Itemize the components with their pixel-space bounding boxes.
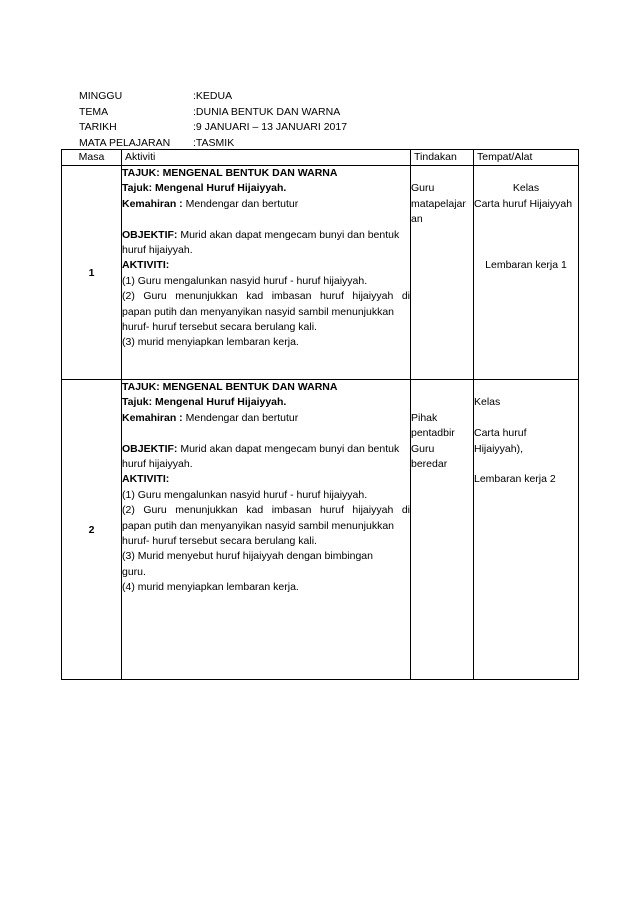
aktiviti-cell <box>122 166 411 380</box>
objektif-text: Murid akan dapat mengecam bunyi dan bentuk <box>177 442 400 455</box>
col-header-aktiviti: Aktiviti <box>122 150 411 166</box>
masa-cell: 2 <box>62 380 122 680</box>
blank-line <box>474 228 578 243</box>
tempat-cell <box>474 380 579 680</box>
tindakan-line: matapelajar <box>411 197 466 210</box>
aktiviti-step: (2) Guru menunjukkan kad imbasan huruf hijaiyyah di <box>122 504 410 517</box>
objektif-line-2: huruf hijaiyyah. <box>122 458 193 471</box>
kemahiran-label: Kemahiran : <box>122 197 183 210</box>
blank-line <box>474 166 578 181</box>
minggu-value: :KEDUA <box>193 90 233 102</box>
aktiviti-step: huruf- huruf tersebut secara berulang kali. <box>122 535 317 548</box>
blank-line <box>474 212 578 227</box>
tindakan-line: an <box>411 213 423 226</box>
tempat-line: Hijaiyyah), <box>474 442 524 455</box>
aktiviti-step: papan putih dan menyanyikan nasyid sambil menunjukkan <box>122 305 395 318</box>
lesson-header <box>79 89 499 151</box>
tempat-line: Carta huruf <box>474 427 527 440</box>
tindakan-line: Pihak <box>411 411 438 424</box>
tempat-line: Kelas <box>474 396 501 409</box>
mata-pelajaran-label: MATA PELAJARAN <box>79 136 171 149</box>
objektif-text: Murid akan dapat mengecam bunyi dan bentuk <box>177 228 400 241</box>
masa-cell: 1 <box>62 166 122 380</box>
header-row-tarikh <box>79 120 499 136</box>
tempat-line: Kelas <box>512 182 540 195</box>
tindakan-cell <box>411 166 474 380</box>
tema-label: TEMA <box>79 105 109 118</box>
aktiviti-step: (3) Murid menyebut huruf hijaiyyah dengan bimbingan <box>122 550 373 563</box>
aktiviti-step: (1) Guru mengalunkan nasyid huruf - huruf hijaiyyah. <box>122 488 368 501</box>
blank-line <box>411 166 473 181</box>
aktiviti-label: AKTIVITI: <box>122 259 170 272</box>
objektif-line-2: huruf hijaiyyah. <box>122 244 193 257</box>
table-row <box>62 166 579 380</box>
aktiviti-step: huruf- huruf tersebut secara berulang kali. <box>122 321 317 334</box>
tempat-cell <box>474 166 579 380</box>
header-row-minggu <box>79 89 499 105</box>
aktiviti-step: (4) murid menyiapkan lembaran kerja. <box>122 581 299 594</box>
mata-pelajaran-value: :TASMIK <box>193 136 235 149</box>
tindakan-line: Guru <box>411 442 435 455</box>
kemahiran-line <box>122 197 410 212</box>
aktiviti-step: (2) Guru menunjukkan kad imbasan huruf hijaiyyah di <box>122 290 410 303</box>
lesson-plan-table <box>61 149 579 680</box>
col-header-tempat: Tempat/Alat <box>474 150 579 166</box>
blank-line <box>474 243 578 258</box>
kemahiran-label: Kemahiran : <box>122 411 183 424</box>
tajuk-sub: Tajuk: Mengenal Huruf Hijaiyyah. <box>122 182 287 195</box>
aktiviti-cell <box>122 380 411 680</box>
blank-line <box>474 457 578 472</box>
aktiviti-step: (3) murid menyiapkan lembaran kerja. <box>122 336 299 349</box>
table-header-row <box>62 150 579 166</box>
kemahiran-value: Mendengar dan bertutur <box>182 197 299 210</box>
aktiviti-label: AKTIVITI: <box>122 473 170 486</box>
tempat-line: Lembaran kerja 2 <box>474 473 556 486</box>
kemahiran-line <box>122 411 410 426</box>
col-header-tindakan: Tindakan <box>411 150 474 166</box>
tindakan-line: beredar <box>411 458 448 470</box>
tindakan-cell <box>411 380 474 680</box>
objektif-label: OBJEKTIF: <box>122 442 178 455</box>
blank-line <box>474 380 578 395</box>
tempat-line: Carta huruf Hijaiyyah <box>474 197 573 210</box>
kemahiran-value: Mendengar dan bertutur <box>182 411 299 424</box>
blank-line <box>411 380 473 395</box>
blank-line <box>122 426 410 441</box>
tarikh-label: TARIKH <box>79 121 117 133</box>
table-row <box>62 380 579 680</box>
minggu-label: MINGGU <box>79 90 123 102</box>
aktiviti-step: papan putih dan menyanyikan nasyid sambil menunjukkan <box>122 519 395 532</box>
objektif-label: OBJEKTIF: <box>122 228 178 241</box>
tajuk-sub: Tajuk: Mengenal Huruf Hijaiyyah. <box>122 396 287 409</box>
tindakan-line: pentadbir <box>411 427 455 440</box>
tempat-line: Lembaran kerja 1 <box>485 259 567 272</box>
tema-value: :DUNIA BENTUK DAN WARNA <box>193 105 341 118</box>
blank-line <box>411 395 473 410</box>
tarikh-value: :9 JANUARI – 13 JANUARI 2017 <box>193 121 348 133</box>
col-header-masa: Masa <box>62 150 122 166</box>
tajuk-main: TAJUK: MENGENAL BENTUK DAN WARNA <box>122 167 338 179</box>
objektif-line <box>122 228 410 243</box>
blank-line <box>122 212 410 227</box>
tajuk-main: TAJUK: MENGENAL BENTUK DAN WARNA <box>122 381 338 393</box>
header-row-tema <box>79 105 499 121</box>
tindakan-line: Guru <box>411 182 435 195</box>
aktiviti-step: (1) Guru mengalunkan nasyid huruf - huruf hijaiyyah. <box>122 274 368 287</box>
aktiviti-step: guru. <box>122 565 146 578</box>
objektif-line <box>122 442 410 457</box>
blank-line <box>474 411 578 426</box>
